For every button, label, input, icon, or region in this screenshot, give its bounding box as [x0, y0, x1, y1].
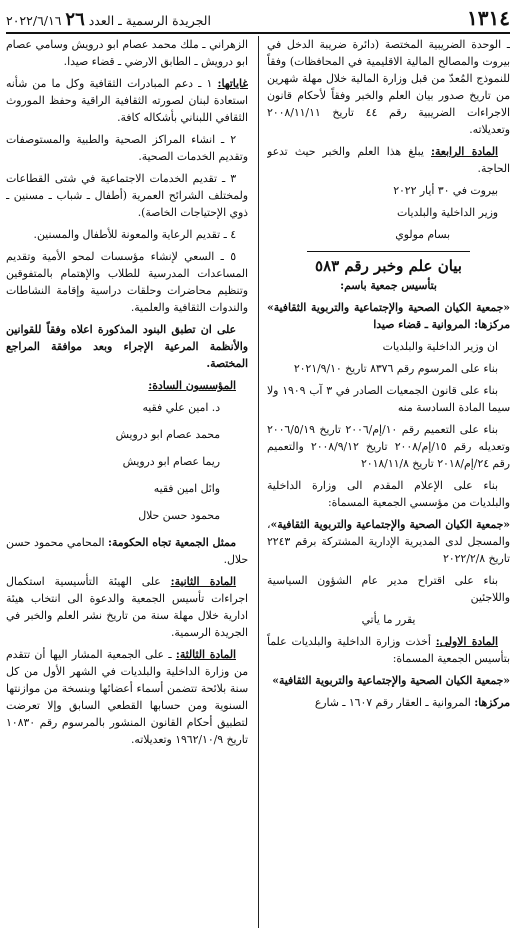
founder-member: د. امين علي فقيه	[142, 401, 220, 414]
goal-item: ٢ ـ انشاء المراكز الصحية والطبية والمستوصفات وتقديم الخدمات الصحية.	[6, 133, 248, 163]
right-column	[267, 36, 510, 928]
preamble-line: بناء على اقتراح مدير عام الشؤون السياسية واللاجئين	[267, 574, 510, 604]
minister-title: وزير الداخلية والبلديات	[397, 206, 498, 219]
minister-name: بسام مولوي	[395, 228, 450, 241]
notice-subtitle: بتأسيس جمعية باسم:	[340, 279, 437, 292]
page-number: ١٣١٤	[467, 6, 510, 30]
article-one: المادة الاولى: أخذت وزارة الداخلية والبلديات علماً بتأسيس الجمعية المسماة:	[267, 635, 510, 665]
preamble-line: «جمعية الكيان الصحية والإجتماعية والتربوية الثقافية»، والمسجل لدى المديرية الإدارية المشتركة برقم ٢٢٤٣ تاريخ ٢٠٢٢/٢/٨	[267, 518, 510, 565]
decides-line: يقرر ما يأتي	[361, 613, 416, 626]
preamble-line: بناء على التعميم رقم ١٠/إم/٢٠٠٦ تاريخ ٢٠٠٦/٥/١٩ وتعديله رقم ١٥/إم/٢٠٠٨ تاريخ ٢٠٠٨/٩/١٢ والتعميم رقم ٢٤/إم/٢٠١٨ تاريخ ٢٠١٨/١١/٨	[267, 423, 510, 470]
page-header	[6, 6, 510, 34]
paragraph: ـ الوحدة الضريبية المختصة (دائرة ضريبة الدخل في بيروت والمصالح المالية الاقليمية في المحافظات) وفقاً للنموذج المُعدّ من قبل وزارة المالية خلال مهلة شهرين من تاريخ صدور بيان العلم والخبر وفقاً لأحكام قانون الاجراءات الضريبية رقم ٤٤ تاريخ ٢٠٠٨/١١/١١ وتعديلاته.	[267, 38, 510, 136]
goal-item: ٤ ـ تقديم الرعاية والمعونة للأطفال والمسنين.	[33, 228, 236, 241]
issue-number: ٢٦	[65, 9, 85, 30]
condition-clause: على ان تطبق البنود المذكورة اعلاه وفقاً للقوانين والأنظمة المرعية الإجراء وبعد موافقة المراجع المختصة.	[6, 323, 248, 370]
goals: غاياتها: ١ ـ دعم المبادرات الثقافية وكل ما من شأنه استعادة لبنان لصورته الثقافية الراقية وحفظ الموروث الثقافي اللبناني بأشكاله كافة.	[6, 77, 248, 124]
article-two: المادة الثانية: على الهيئة التأسيسية استكمال اجراءات تأسيس الجمعية والدعوة الى انتخاب هيئة ادارية خلال مهلة سنة من تاريخ نشر العلم والخبر في الجريدة الرسمية.	[6, 575, 248, 639]
paragraph: الزهراني ـ ملك محمد عصام ابو درويش وسامي عصام ابو درويش ـ الطابق الارضي ـ قضاء صيدا.	[6, 38, 248, 68]
article-four: المادة الرابعة: يبلغ هذا العلم والخبر حيث تدعو الحاجة.	[267, 145, 510, 175]
preamble-line: ان وزير الداخلية والبلديات	[382, 340, 498, 353]
founders-label: المؤسسون السادة:	[148, 379, 236, 392]
goal-item: ٥ ـ السعي لإنشاء مؤسسات لمحو الأمية وتقديم المساعدات المدرسية للطلاب والإهتمام بالمتفوقين وتنظيم محاضرات وحلقات دراسية وإقامة النشاطات والندوات الثقافية والعلمية.	[6, 250, 248, 314]
preamble-line: بناء على الإعلام المقدم الى وزارة الداخلية والبلديات من مؤسسي الجمعية المسماة:	[267, 479, 510, 509]
section-separator	[307, 251, 470, 252]
column-divider	[258, 36, 259, 928]
article-one-name: «جمعية الكيان الصحية والإجتماعية والتربوية الثقافية»	[272, 674, 510, 687]
government-representative: ممثل الجمعية تجاه الحكومة: المحامي محمود حسن حلال.	[6, 536, 248, 566]
place-date: بيروت في ٣٠ أيار ٢٠٢٢	[393, 184, 498, 197]
founder-member: وائل امين فقيه	[153, 482, 220, 495]
association-name: «جمعية الكيان الصحية والإجتماعية والتربوية الثقافية» مركزها: المروانية ـ قضاء صيدا	[267, 301, 510, 331]
founder-member: محمود حسن حلال	[138, 509, 220, 522]
left-column	[6, 36, 248, 928]
founder-member: محمد عصام ابو درويش	[115, 428, 220, 441]
founder-member: ريما عصام ابو درويش	[122, 455, 220, 468]
article-three: المادة الثالثة: ـ على الجمعية المشار اليها أن تتقدم من وزارة الداخلية والبلديات في الشهر الأول من كل سنة بلائحة تتضمن أسماء أعضائها وبنسخة من موازنتها السنوية ومن حسابها القطعي السابق وإلا تعرضت لتطبيق أحكام القانون المنشور بالمرسوم رقم ١٠٨٣٠ تاريخ ١٩٦٢/١٠/٩ وتعديلاته.	[6, 648, 248, 746]
gazette-name: الجريدة الرسمية ـ العدد	[88, 13, 211, 28]
gazette-title	[6, 9, 211, 30]
issue-date: ٢٠٢٢/٦/١٦	[6, 13, 62, 28]
notice-title: بيان علم وخبر رقم ٥٨٣	[315, 257, 462, 275]
preamble-line: بناء على المرسوم رقم ٨٣٧٦ تاريخ ٢٠٢١/٩/١٠	[293, 362, 498, 375]
preamble-line: بناء على قانون الجمعيات الصادر في ٣ آب ١٩٠٩ ولا سيما المادة السادسة منه	[267, 384, 510, 414]
headquarters: مركزها: المروانية ـ العقار رقم ١٦٠٧ ـ شارع	[314, 696, 510, 709]
goal-item: ٣ ـ تقديم الخدمات الاجتماعية في شتى القطاعات ولمختلف الشرائح العمرية (أطفال ـ شباب ـ مسنين ـ ذوي الإحتياجات الخاصة).	[6, 172, 248, 219]
